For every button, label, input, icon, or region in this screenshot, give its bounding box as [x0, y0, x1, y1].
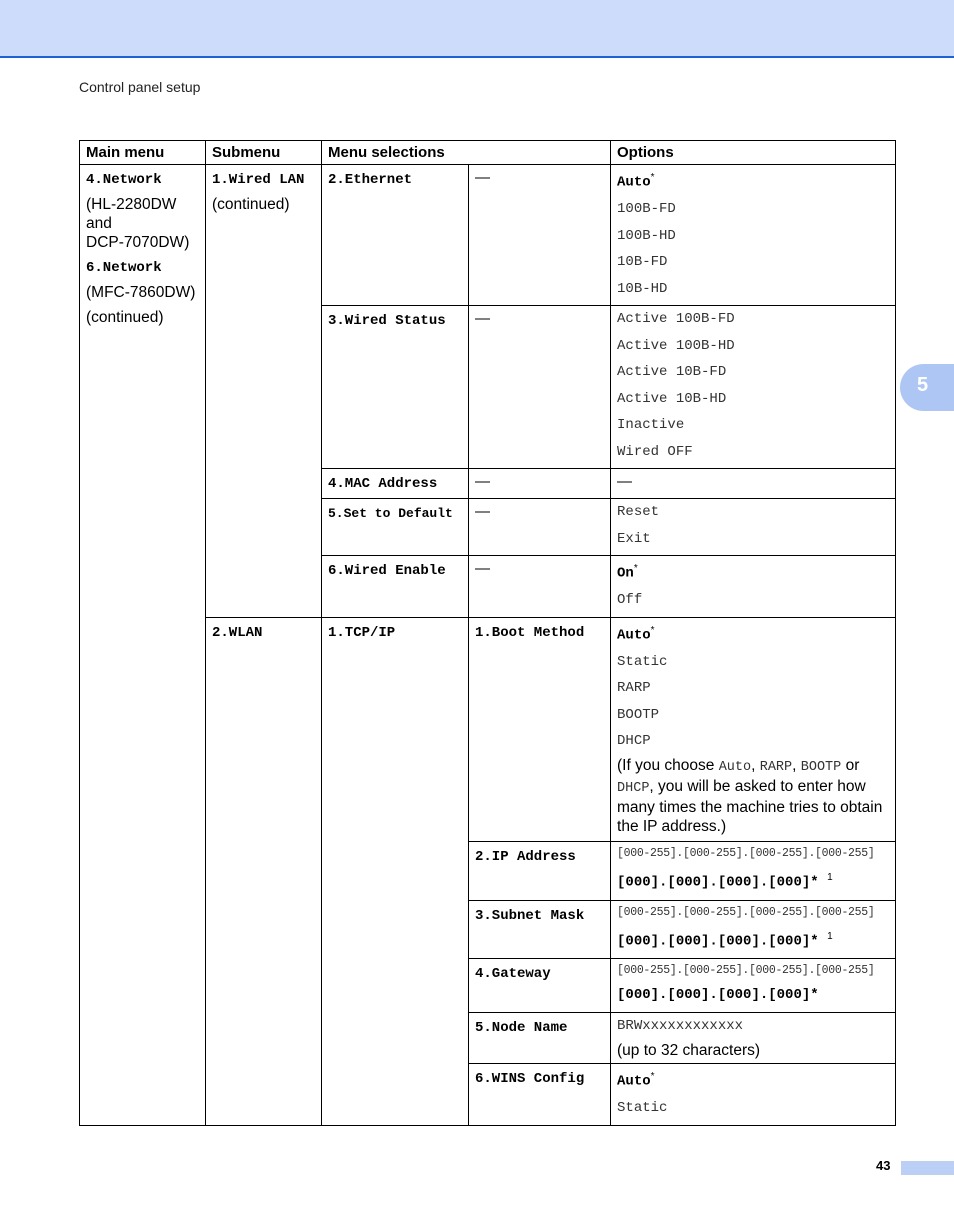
ethernet-option-2: 100B-HD	[617, 227, 676, 244]
submenu-wlan: 2.WLAN	[212, 624, 263, 641]
page-number: 43	[876, 1158, 891, 1173]
header-submenu: Submenu	[206, 141, 322, 165]
wired-status-options-cell	[611, 306, 896, 469]
ethernet-sub: —	[475, 169, 490, 186]
ethernet-options-cell	[611, 165, 896, 306]
default-option-0: Reset	[617, 504, 660, 521]
ethernet-label: 2.Ethernet	[328, 172, 413, 188]
boot-option-2: RARP	[617, 680, 651, 697]
page-header-band	[0, 0, 954, 58]
enable-options-cell	[611, 556, 896, 618]
wired-status-option-2: Active 10B-FD	[617, 364, 727, 381]
default-option-1: Exit	[617, 530, 651, 547]
ethernet-option-1: 100B-FD	[617, 201, 676, 218]
default-cell	[322, 499, 469, 556]
ethernet-option-3: 10B-FD	[617, 254, 668, 271]
subnet-default: [000].[000].[000].[000]* $^1$	[617, 930, 833, 950]
wired-continued: (continued)	[212, 196, 290, 213]
chapter-number: 5	[917, 374, 929, 396]
enable-sub-cell	[469, 556, 611, 618]
table-header-row	[80, 141, 896, 165]
page-number-bar	[901, 1161, 954, 1175]
default-options-cell	[611, 499, 896, 556]
boot-note: (If you choose Auto, RARP, BOOTP or DHCP, you will be asked to enter how many times the machine tries to obtain the IP address.)	[617, 756, 883, 835]
main-continued: (continued)	[86, 309, 164, 326]
boot-cell	[469, 617, 611, 841]
subnet-options-cell	[611, 900, 896, 959]
menu-network-b: 6.Network	[86, 260, 162, 276]
mac-label: 4.MAC Address	[328, 476, 438, 493]
mac-cell	[322, 469, 469, 499]
gateway-cell	[469, 959, 611, 1013]
node-note: (up to 32 characters)	[617, 1041, 761, 1059]
main-menu-cell	[80, 165, 206, 1126]
models-a-line3: DCP-7070DW)	[86, 234, 190, 251]
ethernet-option-0: Auto*	[617, 172, 655, 191]
subnet-label: 3.Subnet Mask	[475, 907, 585, 924]
ip-default: [000].[000].[000].[000]* $^1$	[617, 871, 833, 891]
wired-status-option-1: Active 100B-HD	[617, 337, 735, 354]
wins-cell	[469, 1064, 611, 1126]
boot-option-1: Static	[617, 653, 668, 670]
wired-status-option-4: Inactive	[617, 417, 685, 434]
boot-option-3: BOOTP	[617, 706, 660, 723]
enable-cell	[322, 556, 469, 618]
default-label: 5.Set to Default	[328, 506, 453, 522]
default-sub-cell	[469, 499, 611, 556]
node-options-cell	[611, 1013, 896, 1064]
gateway-label: 4.Gateway	[475, 966, 551, 983]
wired-status-option-3: Active 10B-HD	[617, 390, 727, 407]
gateway-options-cell	[611, 959, 896, 1013]
subnet-cell	[469, 900, 611, 959]
ip-range: [000-255].[000-255].[000-255].[000-255]	[617, 846, 875, 860]
tcpip-label: 1.TCP/IP	[328, 624, 396, 641]
node-cell	[469, 1013, 611, 1064]
ethernet-sub-cell	[469, 165, 611, 306]
models-b: (MFC-7860DW)	[86, 284, 196, 301]
header-main-menu: Main menu	[80, 141, 206, 165]
wins-options-cell	[611, 1064, 896, 1126]
submenu-wlan-cell	[206, 617, 322, 1125]
wins-label: 6.WINS Config	[475, 1071, 585, 1088]
menu-network-a: 4.Network	[86, 172, 162, 188]
chapter-tab	[900, 364, 954, 411]
models-a-line1: (HL-2280DW	[86, 196, 177, 213]
submenu-wired-lan: 1.Wired LAN	[212, 172, 305, 188]
boot-options-cell	[611, 617, 896, 841]
header-options: Options	[611, 141, 896, 165]
gateway-range: [000-255].[000-255].[000-255].[000-255]	[617, 964, 875, 978]
boot-option-0: Auto*	[617, 624, 655, 644]
wired-status-option-0: Active 100B-FD	[617, 311, 735, 328]
ip-options-cell	[611, 841, 896, 900]
ethernet-cell	[322, 165, 469, 306]
enable-option-1: Off	[617, 592, 643, 609]
section-title: Control panel setup	[79, 79, 201, 95]
boot-label: 1.Boot Method	[475, 624, 585, 641]
submenu-wired-lan-cell	[206, 165, 322, 618]
enable-sub: —	[475, 560, 490, 578]
mac-option-cell	[611, 469, 896, 499]
settings-table	[79, 140, 896, 1126]
wired-status-label: 3.Wired Status	[328, 313, 446, 330]
mac-option: —	[617, 473, 633, 491]
table-row	[80, 165, 896, 306]
ip-cell	[469, 841, 611, 900]
node-value: BRWxxxxxxxxxxxx	[617, 1018, 744, 1035]
wins-option-1: Static	[617, 1100, 668, 1117]
wired-status-sub: —	[475, 310, 490, 328]
wired-status-sub-cell	[469, 306, 611, 469]
boot-option-4: DHCP	[617, 733, 651, 750]
default-sub: —	[475, 503, 490, 521]
ip-label: 2.IP Address	[475, 848, 576, 865]
ethernet-option-4: 10B-HD	[617, 280, 668, 297]
gateway-default: [000].[000].[000].[000]*	[617, 987, 819, 1004]
subnet-range: [000-255].[000-255].[000-255].[000-255]	[617, 905, 875, 919]
mac-sub: —	[475, 473, 490, 491]
tcpip-cell	[322, 617, 469, 1125]
node-label: 5.Node Name	[475, 1020, 568, 1037]
mac-sub-cell	[469, 469, 611, 499]
enable-label: 6.Wired Enable	[328, 563, 446, 580]
wired-status-option-5: Wired OFF	[617, 443, 693, 460]
models-a-line2: and	[86, 215, 112, 232]
enable-option-0: On*	[617, 563, 638, 582]
wins-option-0: Auto*	[617, 1071, 655, 1090]
wired-status-cell	[322, 306, 469, 469]
header-menu-selections: Menu selections	[322, 141, 611, 165]
